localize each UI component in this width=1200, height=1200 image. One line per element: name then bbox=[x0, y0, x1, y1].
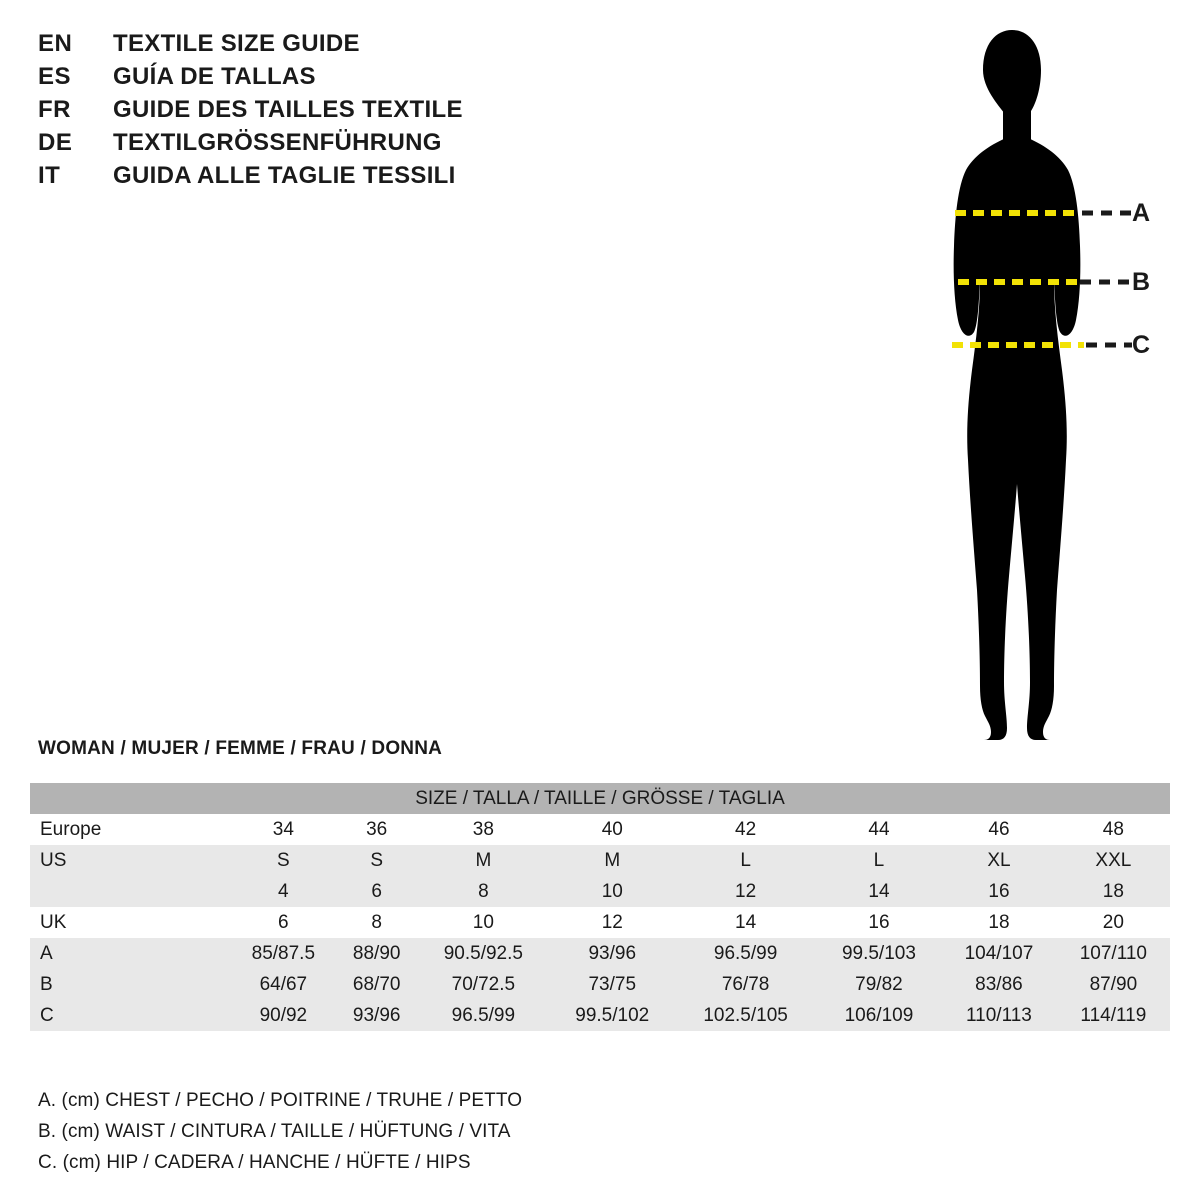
language-code: EN bbox=[38, 30, 73, 57]
table-cell: 93/96 bbox=[550, 938, 674, 969]
language-row bbox=[38, 162, 638, 195]
table-cell: 36 bbox=[337, 814, 417, 845]
table-cell: 83/86 bbox=[941, 969, 1057, 1000]
table-cell: 76/78 bbox=[674, 969, 816, 1000]
table-cell: 102.5/105 bbox=[674, 1000, 816, 1031]
table-cell: 44 bbox=[817, 814, 941, 845]
table-cell: 20 bbox=[1057, 907, 1170, 938]
language-row bbox=[38, 30, 638, 63]
row-label: A bbox=[30, 938, 230, 969]
language-code: FR bbox=[38, 96, 71, 123]
table-cell: 40 bbox=[550, 814, 674, 845]
row-label: US bbox=[30, 845, 230, 876]
table-cell: 8 bbox=[417, 876, 550, 907]
table-cell: 87/90 bbox=[1057, 969, 1170, 1000]
table-cell: L bbox=[674, 845, 816, 876]
language-code: ES bbox=[38, 63, 72, 90]
measure-label-b: B bbox=[1132, 268, 1151, 296]
table-cell: 14 bbox=[817, 876, 941, 907]
table-cell: 99.5/103 bbox=[817, 938, 941, 969]
table-cell: 14 bbox=[674, 907, 816, 938]
measurement-figure bbox=[860, 10, 1190, 750]
table-cell: 48 bbox=[1057, 814, 1170, 845]
table-cell: 38 bbox=[417, 814, 550, 845]
language-title-list bbox=[38, 30, 638, 195]
table-cell: XXL bbox=[1057, 845, 1170, 876]
table-cell: 68/70 bbox=[337, 969, 417, 1000]
table-cell: M bbox=[417, 845, 550, 876]
row-label: UK bbox=[30, 907, 230, 938]
table-cell: 90.5/92.5 bbox=[417, 938, 550, 969]
section-title: WOMAN / MUJER / FEMME / FRAU / DONNA bbox=[38, 738, 443, 759]
table-cell: 107/110 bbox=[1057, 938, 1170, 969]
table-cell: 10 bbox=[417, 907, 550, 938]
language-title: GUIDE DES TAILLES TEXTILE bbox=[113, 96, 463, 123]
footnote-a: A. (cm) CHEST / PECHO / POITRINE / TRUHE / PETTO bbox=[38, 1090, 523, 1111]
table-row bbox=[30, 969, 1170, 1000]
row-label: C bbox=[30, 1000, 230, 1031]
table-cell: 88/90 bbox=[337, 938, 417, 969]
table-row bbox=[30, 907, 1170, 938]
table-cell: 12 bbox=[674, 876, 816, 907]
table-cell: 16 bbox=[817, 907, 941, 938]
table-cell: S bbox=[337, 845, 417, 876]
footnote-c: C. (cm) HIP / CADERA / HANCHE / HÜFTE / HIPS bbox=[38, 1152, 471, 1173]
table-cell: 90/92 bbox=[230, 1000, 337, 1031]
table-cell: 96.5/99 bbox=[417, 1000, 550, 1031]
table-cell: 10 bbox=[550, 876, 674, 907]
table-header-label: SIZE / TALLA / TAILLE / GRÖSSE / TAGLIA bbox=[30, 783, 1170, 814]
table-cell: 96.5/99 bbox=[674, 938, 816, 969]
row-label: Europe bbox=[30, 814, 230, 845]
table-row bbox=[30, 938, 1170, 969]
table-row bbox=[30, 876, 1170, 907]
table-cell: M bbox=[550, 845, 674, 876]
language-title: GUIDA ALLE TAGLIE TESSILI bbox=[113, 162, 456, 189]
footnote-list bbox=[38, 1090, 938, 1183]
language-row bbox=[38, 63, 638, 96]
table-cell: 8 bbox=[337, 907, 417, 938]
table-cell: 106/109 bbox=[817, 1000, 941, 1031]
table-cell: 73/75 bbox=[550, 969, 674, 1000]
table-cell: 46 bbox=[941, 814, 1057, 845]
table-cell: 104/107 bbox=[941, 938, 1057, 969]
table-cell: 34 bbox=[230, 814, 337, 845]
table-row bbox=[30, 1000, 1170, 1031]
measure-label-c: C bbox=[1132, 331, 1151, 359]
table-cell: 18 bbox=[1057, 876, 1170, 907]
table-cell: 114/119 bbox=[1057, 1000, 1170, 1031]
table-cell: L bbox=[817, 845, 941, 876]
table-row bbox=[30, 845, 1170, 876]
footnote-b: B. (cm) WAIST / CINTURA / TAILLE / HÜFTUNG / VITA bbox=[38, 1121, 511, 1142]
language-title: TEXTILGRÖSSENFÜHRUNG bbox=[113, 129, 442, 156]
table-row bbox=[30, 814, 1170, 845]
table-cell: 99.5/102 bbox=[550, 1000, 674, 1031]
language-code: IT bbox=[38, 162, 61, 189]
table-cell: 42 bbox=[674, 814, 816, 845]
table-cell: 12 bbox=[550, 907, 674, 938]
table-cell: 64/67 bbox=[230, 969, 337, 1000]
table-cell: S bbox=[230, 845, 337, 876]
table-cell: 70/72.5 bbox=[417, 969, 550, 1000]
table-cell: 110/113 bbox=[941, 1000, 1057, 1031]
row-label: B bbox=[30, 969, 230, 1000]
table-header-row bbox=[30, 783, 1170, 814]
table-cell: 93/96 bbox=[337, 1000, 417, 1031]
language-title: TEXTILE SIZE GUIDE bbox=[113, 30, 360, 57]
language-code: DE bbox=[38, 129, 73, 156]
table-cell: 79/82 bbox=[817, 969, 941, 1000]
table-cell: 18 bbox=[941, 907, 1057, 938]
size-table bbox=[30, 783, 1170, 1031]
language-row bbox=[38, 129, 638, 162]
table-cell: 4 bbox=[230, 876, 337, 907]
woman-silhouette-icon bbox=[860, 10, 1190, 750]
table-cell: 6 bbox=[337, 876, 417, 907]
language-row bbox=[38, 96, 638, 129]
table-cell: XL bbox=[941, 845, 1057, 876]
language-title: GUÍA DE TALLAS bbox=[113, 63, 316, 90]
measure-label-a: A bbox=[1132, 199, 1151, 227]
row-label bbox=[30, 876, 230, 907]
table-cell: 16 bbox=[941, 876, 1057, 907]
table-cell: 6 bbox=[230, 907, 337, 938]
table-cell: 85/87.5 bbox=[230, 938, 337, 969]
